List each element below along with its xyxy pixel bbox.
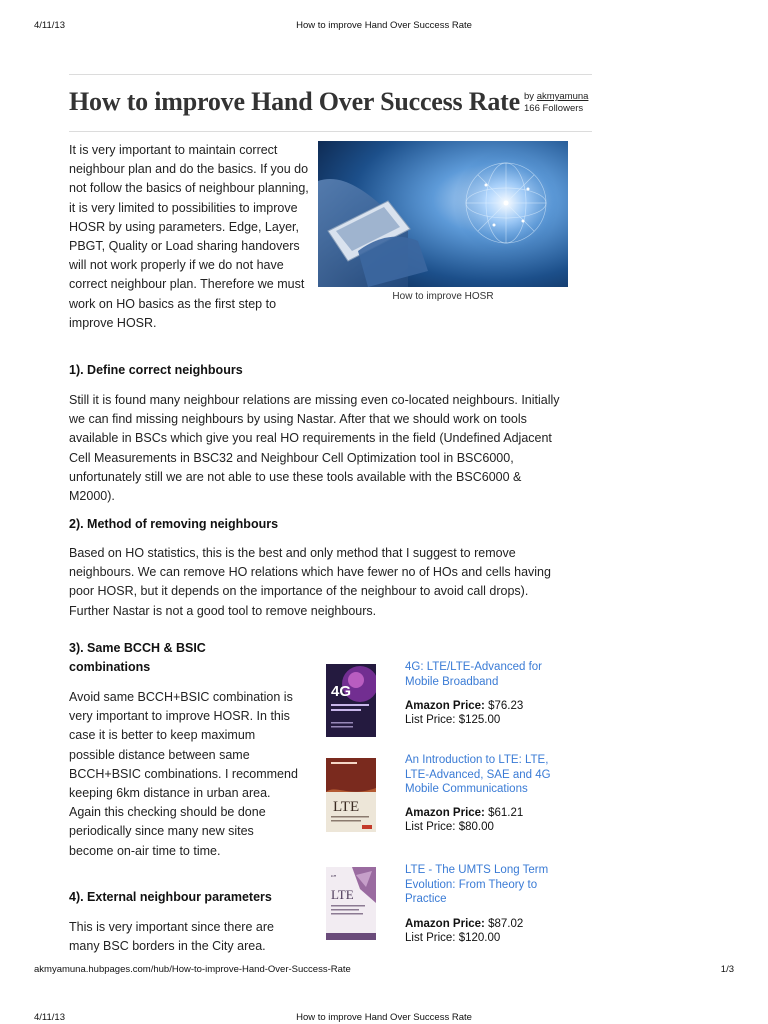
product-title-link[interactable]: 4G: LTE/LTE-Advanced for Mobile Broadband bbox=[405, 661, 542, 688]
svg-text:LTE: LTE bbox=[333, 799, 360, 815]
article-title: How to improve Hand Over Success Rate bbox=[69, 87, 520, 116]
book-cover-image[interactable] bbox=[326, 664, 376, 737]
section-1-heading: 1). Define correct neighbours bbox=[69, 363, 243, 377]
list-price-label: List Price: bbox=[405, 820, 456, 833]
amazon-price-value: $76.23 bbox=[488, 700, 524, 712]
section-4-heading: 4). External neighbour parameters bbox=[69, 890, 272, 904]
book-cover-lte-icon bbox=[326, 758, 376, 832]
product-title-link[interactable]: LTE - The UMTS Long Term Evolution: From Theory to Practice bbox=[405, 864, 549, 905]
by-label: by bbox=[524, 91, 535, 102]
section-2-body: Based on HO statistics, this is the best and only method that I suggest to remove neighbours. We can remove HO relations which have fewer no of HOs and cells having poor HOSR, but it depends on the importance of the neighbour to avoid call drops). Further Nastar is not a good tool to remove neighbours. bbox=[69, 546, 551, 618]
author-link[interactable]: akmyamuna bbox=[536, 91, 589, 102]
list-price bbox=[405, 713, 570, 727]
section-3-heading: 3). Same BCCH & BSIC combinations bbox=[69, 641, 206, 674]
product-info bbox=[405, 753, 570, 834]
next-print-date: 4/11/13 bbox=[34, 1012, 65, 1023]
list-price-value: $125.00 bbox=[458, 714, 501, 726]
section-3-body: Avoid same BCCH+BSIC combination is very important to improve HOSR. In this case it is better to keep maximum possible distance between same BCCH+BSIC combinations. I recommend keeping 6km distance in urban area. Again this checking should be done periodically since many new sites become on-air time to time. bbox=[69, 690, 298, 858]
print-title: How to improve Hand Over Success Rate bbox=[296, 20, 472, 31]
next-page-header bbox=[34, 1012, 734, 1024]
amazon-price-label: Amazon Price: bbox=[405, 700, 485, 712]
section-2-heading: 2). Method of removing neighbours bbox=[69, 517, 279, 531]
title-rule-top bbox=[69, 74, 592, 75]
next-print-title: How to improve Hand Over Success Rate bbox=[296, 1012, 472, 1023]
amazon-price bbox=[405, 806, 570, 820]
book-cover-image[interactable] bbox=[326, 867, 376, 940]
product-info bbox=[405, 660, 570, 727]
list-price-value: $120.00 bbox=[458, 931, 501, 944]
svg-text:LTE: LTE bbox=[331, 887, 354, 902]
page-number: 1/3 bbox=[720, 964, 734, 975]
book-cover-lte-umts-icon bbox=[326, 867, 376, 940]
byline bbox=[524, 91, 588, 115]
print-header bbox=[34, 20, 734, 34]
product-info bbox=[405, 863, 570, 945]
svg-text:“”: “” bbox=[331, 874, 337, 883]
product-title-link[interactable]: An Introduction to LTE: LTE, LTE-Advanced, SAE and 4G Mobile Communications bbox=[405, 754, 551, 795]
title-rule-bottom bbox=[69, 131, 592, 132]
followers-count: 166 Followers bbox=[524, 103, 584, 114]
amazon-price-label: Amazon Price: bbox=[405, 806, 485, 819]
amazon-price bbox=[405, 917, 570, 931]
list-price-value: $80.00 bbox=[458, 820, 494, 833]
list-price-label: List Price: bbox=[405, 714, 456, 726]
print-footer bbox=[34, 964, 734, 978]
amazon-price-value: $87.02 bbox=[488, 917, 524, 930]
intro-paragraph: It is very important to maintain correct neighbour plan and do the basics. If you do not follow the basics of neighbour planning, it is very limited to possibilities to improve HOSR by using parameters. Edge, Layer, PBGT, Quality or Load sharing handovers will not work properly if we do not have correct neighbour plan. Therefore we must work on HO basics as the first step to improve HOSR. bbox=[69, 143, 309, 330]
print-date: 4/11/13 bbox=[34, 20, 65, 31]
svg-text:4G: 4G bbox=[331, 683, 352, 700]
amazon-price bbox=[405, 699, 570, 713]
hero-image bbox=[318, 141, 568, 287]
amazon-price-value: $61.21 bbox=[488, 806, 524, 819]
hand-phone-globe-icon bbox=[318, 141, 568, 287]
book-cover-4g-icon bbox=[326, 664, 376, 737]
product-item bbox=[326, 660, 576, 740]
page-url: akmyamuna.hubpages.com/hub/How-to-improve-Hand-Over-Success-Rate bbox=[34, 964, 351, 975]
product-item bbox=[326, 753, 576, 853]
product-item bbox=[326, 863, 576, 943]
hero-caption: How to improve HOSR bbox=[392, 291, 494, 302]
book-cover-image[interactable] bbox=[326, 758, 376, 832]
list-price bbox=[405, 931, 570, 945]
list-price-label: List Price: bbox=[405, 931, 456, 944]
amazon-price-label: Amazon Price: bbox=[405, 917, 485, 930]
list-price bbox=[405, 820, 570, 834]
section-4-body: This is very important since there are many BSC borders in the City area. bbox=[69, 920, 274, 954]
section-1-body: Still it is found many neighbour relations are missing even co-located neighbours. Initially we can find missing neighbours by using Nastar. After that we should work on tools available in BSCs which give you real HO requirements in the field (Undefined Adjacent Cell Measurements in BSC32 and Neighbour Cell Optimization tool in BSC6000, unfortunately still we are not able to use these tools available with the BSC6000 & M2000). bbox=[69, 393, 560, 504]
